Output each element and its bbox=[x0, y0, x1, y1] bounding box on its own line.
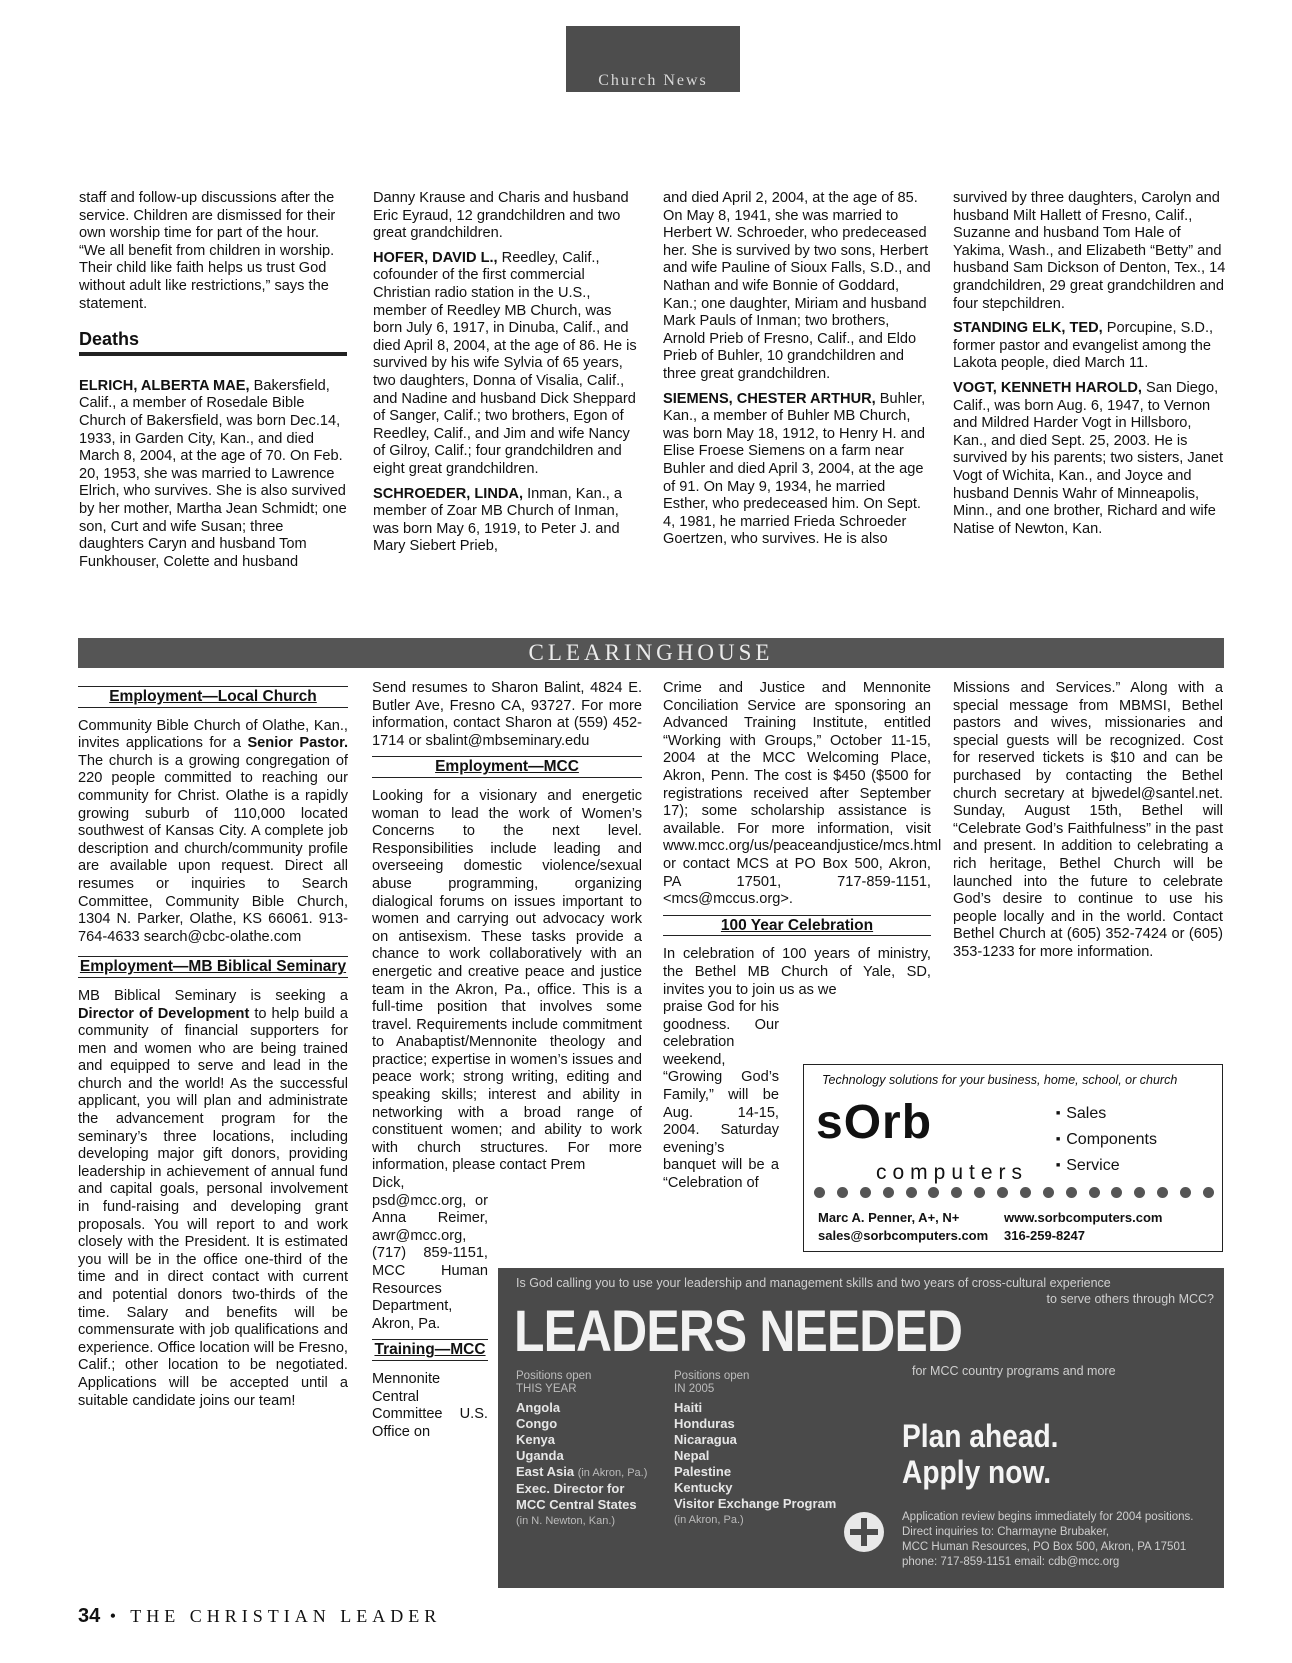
obituary-text: San Diego, Calif., was born Aug. 6, 1947, to Vernon and Mildred Harder Vogt in Hillsboro, Kan., and died Sept. 25, 2003. He is survived by his parents; two sisters, Janet Vogt of Wichita, Kan., and Joyce and husband Dennis Wahr of Minneapolis, Minn., and one brother, Richard and wife Natise of Newton, Kan. bbox=[953, 379, 1224, 537]
page-number: 34 bbox=[78, 1605, 101, 1627]
contact-name: Marc A. Penner, A+, N+ bbox=[818, 1210, 960, 1225]
heading-line: Positions open bbox=[516, 1370, 592, 1382]
column-text: staff and follow-up discussions after the service. Children are dismissed for their own worship time for part of the hour. “We all benefit from children in worship. Their child like faith helps us trust God without adult like restrictions,” says the statement. bbox=[79, 190, 336, 312]
ad-intro-2: to serve others through MCC? bbox=[1046, 1292, 1214, 1306]
obituary-text: Bakersfield, Calif., a member of Rosedale Bible Church of Bakersfield, was born Dec.14, 1933, in Garden City, Kan., and died March 8, 2004, at the age of 70. On Feb. 20, 1953, she was married to Lawrence Elrich, who survives. She is also survived by her mother, Martha Jean Schmidt; one son, Curt and wife Susan; three daughters Caryn and husband Tom Funkhouser, Colette and husband bbox=[79, 377, 347, 570]
seminary-ad bbox=[78, 988, 348, 1410]
sorb-contact bbox=[818, 1209, 988, 1245]
plan-line: Plan ahead. bbox=[902, 1418, 1059, 1454]
ad-highlight: Senior Pastor. bbox=[247, 735, 348, 752]
ad-text: The church is a growing congregation of 220 people committed to reaching our community for Christ. Olathe is a rapidly growing suburb of 110,000 located southwest of Kansas City. A complete job description and church/community profile are available upon request. Direct all resumes or inquiries to Search Committee, Community Bible Church, 1304 N. Parker, Olathe, KS 66061. 913-764-4633 search@cbc-olathe.com bbox=[78, 752, 348, 945]
obituary-text: Reedley, Calif., cofounder of the first commercial Christian radio station in the U.S., member of Reedley MB Church, was born July 6, 1917, in Dinuba, Calif., and died April 8, 2004, at the age of 86. He is survived by his wife Sylvia of 65 years, two daughters, Donna of Visalia, Calif., and Nadine and husband Dick Sheppard of Sanger, Calif.; two brothers, Egon of Reedley, Calif., and Jim and wife Nancy of Gilroy, Calif.; four grandchildren and eight great grandchildren. bbox=[373, 249, 637, 477]
positions-heading-now bbox=[516, 1370, 591, 1396]
top-column-1 bbox=[79, 190, 347, 571]
position-item: Honduras bbox=[674, 1416, 735, 1431]
position-item bbox=[516, 1464, 647, 1481]
phone: 316-259-8247 bbox=[1004, 1228, 1085, 1243]
obituary-name: SIEMENS, CHESTER ARTHUR, bbox=[663, 390, 876, 407]
column-text: Crime and Justice and Mennonite Conciliation Service are sponsoring an Advanced Training Institute, entitled “Working with Groups,” October 11-15, 2004 at the MCC Welcoming Place, Akron, Penn. The cost is $450 ($500 for registrations received after September 17); some scholarship assistance is available. For more information, visit www.mcc.org/us/peaceandjustice/mcs.html or contact MCS at PO Box 500, Akron, PA 17501, 717-859-1151, <mcs@mccus.org>. bbox=[663, 680, 942, 908]
deaths-heading: Deaths bbox=[79, 331, 347, 356]
obituary-name: VOGT, KENNETH HAROLD, bbox=[953, 379, 1142, 396]
ad-subline: for MCC country programs and more bbox=[912, 1364, 1116, 1378]
celebration-detail: praise God for his goodness. Our celebration weekend, “Growing God’s Family,” will be Aug. 14-15, 2004. Saturday evening’s banquet will be a “Celebration of bbox=[663, 999, 779, 1192]
service-item: ■ Components bbox=[1056, 1127, 1157, 1153]
position-item: Angola bbox=[516, 1400, 561, 1415]
position-item: Exec. Director for bbox=[516, 1481, 625, 1496]
obituary-name: SCHROEDER, LINDA, bbox=[373, 485, 523, 502]
ad-tagline: Technology solutions for your business, home, school, or church bbox=[822, 1073, 1178, 1087]
ad-highlight: Director of Development bbox=[78, 1005, 250, 1022]
plan-ahead bbox=[902, 1418, 1059, 1490]
obituary-elrich bbox=[79, 378, 347, 572]
positions-list-2005 bbox=[674, 1400, 836, 1528]
service-item: ■ Sales bbox=[1056, 1101, 1157, 1127]
ad-text: Community Bible Church of Olathe, Kan., invites applications for a bbox=[78, 717, 348, 752]
magazine-name: THE CHRISTIAN LEADER bbox=[130, 1606, 442, 1626]
top-column-4 bbox=[953, 190, 1227, 538]
ad-text: MB Biblical Seminary is seeking a bbox=[78, 987, 348, 1004]
mcc-leaders-ad bbox=[498, 1268, 1224, 1588]
heading-employment-local: Employment—Local Church bbox=[78, 686, 348, 708]
positions-heading-2005 bbox=[674, 1370, 749, 1396]
obituary-hofer bbox=[373, 250, 643, 479]
decorative-dots bbox=[814, 1187, 1214, 1205]
position-item: Kentucky bbox=[674, 1480, 733, 1495]
top-column-2 bbox=[373, 190, 643, 556]
positions-list-now bbox=[516, 1400, 647, 1529]
obituary-name: ELRICH, ALBERTA MAE, bbox=[79, 377, 250, 394]
celebration-text: In celebration of 100 years of ministry, the Bethel MB Church of Yale, SD, invites you to join us as we bbox=[663, 946, 931, 998]
clearing-column-1 bbox=[78, 680, 348, 1410]
position-item: Haiti bbox=[674, 1400, 703, 1415]
info-line: Direct inquiries to: Charmayne Brubaker, bbox=[902, 1526, 1110, 1538]
mcc-contact: Dick, psd@mcc.org, or Anna Reimer, awr@mcc.org, (717) 859-1151, MCC Human Resources Department, Akron, Pa. bbox=[372, 1175, 488, 1332]
position-item: Uganda bbox=[516, 1448, 564, 1463]
position-item: Palestine bbox=[674, 1464, 732, 1479]
plan-line: Apply now. bbox=[902, 1454, 1052, 1490]
obituary-schroeder bbox=[373, 486, 643, 556]
heading-employment-mbbs: Employment—MB Biblical Seminary bbox=[78, 956, 348, 978]
heading-100-year: 100 Year Celebration bbox=[663, 915, 931, 937]
application-info bbox=[902, 1510, 1194, 1570]
clearinghouse-banner: CLEARINGHOUSE bbox=[78, 638, 1224, 668]
obituary-name: HOFER, DAVID L., bbox=[373, 249, 498, 266]
position-item: MCC Central States bbox=[516, 1497, 637, 1512]
info-line: Application review begins immediately for 2004 positions. bbox=[902, 1511, 1194, 1523]
position-item: Nepal bbox=[674, 1448, 710, 1463]
section-tag: Church News bbox=[566, 26, 740, 92]
column-text: and died April 2, 2004, at the age of 85. On May 8, 1941, she was married to Herbert W. Schroeder, who predeceased her. She is survived by two sons, Herbert and wife Pauline of Sioux Falls, S.D., and Nathan and wife Bonnie of Goddard, Kan.; one daughter, Miriam and husband Mark Pauls of Inman; two brothers, Arnold Prieb of Fresno, Calif., and Eldo Prieb of Buhler, 10 grandchildren and three great grandchildren. bbox=[663, 190, 931, 382]
column-text: survived by three daughters, Carolyn and husband Milt Hallett of Fresno, Calif., Suzanne and husband Tom Hale of Yakima, Wash., and Elizabeth “Betty” and husband Sam Dickson of Denton, Tex., 14 grandchildren, 29 great grandchildren and four stepchildren. bbox=[953, 190, 1226, 312]
clearing-column-4 bbox=[953, 680, 1223, 962]
obituary-siemens bbox=[663, 391, 931, 549]
obituary-text: Porcupine, S.D., former pastor and evangelist among the Lakota people, died March 11. bbox=[953, 320, 1214, 372]
website: www.sorbcomputers.com bbox=[1004, 1210, 1163, 1225]
position-item: Congo bbox=[516, 1416, 558, 1431]
ad-headline: LEADERS NEEDED bbox=[514, 1299, 963, 1364]
ad-text: to help build a community of financial supporters for men and women who are being trained and equipped to serve and lead in the church and the world! As the successful applicant, you will plan and administrate the advancement program for the seminary’s three locations, including developing major gift donors, providing leadership in achievement of annual fund and capital goals, personal involvement in fund-raising and developing grant proposals. You will report to and work closely with the President. It is estimated you will be in the office one-third of the time and in direct contact with current and potential donors two-thirds of the time. Salary and benefits will be commensurate with job qualifications and experience. Office location will be Fresno, Calif.; other location to be negotiated. Applications will be accepted until a suitable candidate joins our team! bbox=[78, 1005, 348, 1409]
heading-line: THIS YEAR bbox=[516, 1383, 577, 1395]
sorb-logo-subtitle: computers bbox=[876, 1161, 1029, 1184]
service-item: ■ Service bbox=[1056, 1153, 1157, 1179]
obituary-text: Inman, Kan., a member of Zoar MB Church of Inman, was born May 6, 1919, to Peter J. and Mary Siebert Prieb, bbox=[373, 485, 622, 555]
contact-email: sales@sorbcomputers.com bbox=[818, 1228, 989, 1243]
sorb-web bbox=[1004, 1209, 1162, 1245]
position-item: Nicaragua bbox=[674, 1432, 737, 1447]
obituary-text: Buhler, Kan., a member of Buhler MB Church, was born May 18, 1912, to Henry H. and Elise Froese Siemens on a farm near Buhler and died April 3, 2004, at the age of 91. On May 9, 1934, he married Esther, who predeceased him. On Sept. 4, 1981, he married Frieda Schroeder Goertzen, who survives. He is also bbox=[663, 390, 926, 548]
sorb-logo: sOrb bbox=[816, 1096, 933, 1149]
position-item: Kenya bbox=[516, 1432, 556, 1447]
service-list bbox=[1056, 1101, 1157, 1180]
info-line: phone: 717-859-1151 email: cdb@mcc.org bbox=[902, 1556, 1120, 1568]
ad-intro: Is God calling you to use your leadership and management skills and two years of cross-cultural experience bbox=[516, 1276, 1111, 1290]
column-text: Send resumes to Sharon Balint, 4824 E. Butler Ave, Fresno CA, 93727. For more information, contact Sharon at (559) 452-1714 or sbalint@mbseminary.edu bbox=[372, 680, 642, 749]
column-text: Missions and Services.” Along with a special message from MBMSI, Bethel pastors and wives, missionaries and special guests will be recognized. Cost for reserved tickets is $10 and can be purchased by contacting the Bethel church secretary at bjwedel@santel.net. Sunday, August 15th, Bethel will “Celebrate God’s Faithfulness” in the past and present. In addition to celebrating a rich heritage, Bethel Church will be launched into the future to celebrate God’s desire to continue to use his people locally and in the world. Contact Bethel Church at (605) 352-7424 or (605) 353-1233 for more information. bbox=[953, 680, 1223, 960]
heading-employment-mcc: Employment—MCC bbox=[372, 756, 642, 778]
position-label: East Asia bbox=[516, 1464, 575, 1479]
heading-line: IN 2005 bbox=[674, 1383, 715, 1395]
heading-line: Positions open bbox=[674, 1370, 750, 1382]
mcc-ad: Looking for a visionary and energetic woman to lead the work of Women’s Concerns to the next level. Responsibilities include leading and overseeing domestic violence/sexual abuse programming, organizing dialogical forums on issues important to women and carrying out advocacy work on antisexism. These tasks provide a chance to work collaboratively with an energetic and creative peace and justice team in the Akron, Pa., office. This is a full-time position that involves some travel. Requirements include commitment to Anabaptist/Mennonite theology and practice; expertise in women’s issues and peace work; strong writing, editing and speaking skills; interest and ability in networking with a broad range of constituent women; and ability to work with church structures. For more information, please contact Prem bbox=[372, 787, 642, 1174]
top-column-3 bbox=[663, 190, 931, 549]
local-church-ad bbox=[78, 718, 348, 947]
page-footer bbox=[78, 1605, 441, 1628]
position-note: (in Akron, Pa.) bbox=[577, 1467, 648, 1479]
column-text: Danny Krause and Charis and husband Eric Eyraud, 12 grandchildren and two great grandchildren. bbox=[373, 190, 629, 242]
footer-separator: • bbox=[109, 1606, 131, 1626]
obituary-vogt bbox=[953, 380, 1227, 538]
position-note: (in N. Newton, Kan.) bbox=[516, 1515, 616, 1527]
sorb-computers-ad bbox=[803, 1064, 1223, 1252]
position-item: Visitor Exchange Program bbox=[674, 1496, 837, 1511]
mcc-logo-icon bbox=[844, 1512, 884, 1552]
heading-training-mcc: Training—MCC bbox=[372, 1339, 488, 1361]
position-note: (in Akron, Pa.) bbox=[674, 1514, 744, 1526]
obituary-name: STANDING ELK, TED, bbox=[953, 320, 1103, 337]
obituary-standing-elk bbox=[953, 320, 1227, 373]
training-text: Mennonite Central Committee U.S. Office on bbox=[372, 1370, 488, 1440]
info-line: MCC Human Resources, PO Box 500, Akron, PA 17501 bbox=[902, 1541, 1187, 1553]
